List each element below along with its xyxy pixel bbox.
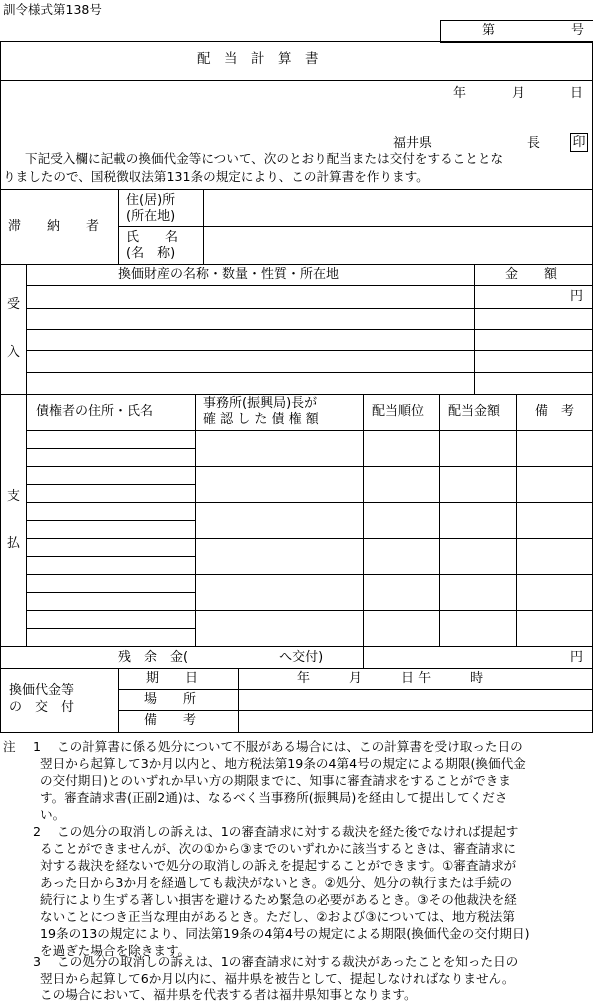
payment-side-2: 払 <box>7 536 21 551</box>
address-label-2: (所在地) <box>126 209 176 224</box>
note-3-number: 3 <box>33 954 42 969</box>
delivery-remarks-label: 備 考 <box>144 713 197 728</box>
col-confirmed-2: 確 認 し た 債 権 額 <box>203 412 319 427</box>
note-2-line-1: この処分の取消しの訴えは、1の審査請求に対する裁決を経た後でなければ提起す <box>57 824 519 839</box>
delivery-date-label: 期 日 <box>146 671 199 686</box>
col-amount: 金 額 <box>505 267 558 282</box>
col-property: 換価財産の名称・数量・性質・所在地 <box>118 267 340 282</box>
note-2-line-7: 19条の13の規定により、同法第19条の4第4号の規定による期限(換価代金の交付期日) <box>40 926 530 941</box>
note-2-line-2: ることができませんが、次の①から③までのいずれかに該当するときは、審査請求に <box>40 841 516 856</box>
note-1-number: 1 <box>33 739 42 754</box>
remainder-yen: 円 <box>570 650 584 665</box>
note-2-number: 2 <box>33 824 42 839</box>
note-3-line-1: この処分の取消しの訴えは、1の審査請求に対する裁決があったことを知った日の <box>57 954 519 969</box>
intro-line-1: 下記受入欄に記載の換価代金等について、次のとおり配当または交付をすることとな <box>25 151 504 166</box>
delivery-label-1: 換価代金等 <box>9 683 75 698</box>
note-2-line-5: 続行により生ずる著しい損害を避けるため緊急の必要があるとき。③その他裁決を経 <box>40 892 517 907</box>
payment-side-1: 支 <box>7 489 21 504</box>
issuer-chief: 長 <box>527 136 541 151</box>
col-remarks: 備 考 <box>535 404 575 419</box>
name-label-2: (名 称) <box>126 246 176 261</box>
delivery-place-label: 場 所 <box>144 692 197 707</box>
note-2-line-3: 対する裁決を経ないで処分の取消しの訴えを提起することができます。①審査請求が <box>40 858 517 873</box>
notes-prefix: 注 <box>3 739 16 754</box>
number-dai: 第 <box>482 23 496 38</box>
col-confirmed-1: 事務所(振興局)長が <box>203 396 318 411</box>
note-3-line-2: 翌日から起算して6か月以内に、福井県を被告として、提起しなければなりません。 <box>40 971 515 986</box>
remainder-label: 残 余 金( へ交付) <box>118 650 324 665</box>
note-1-line-1: この計算書に係る処分について不服がある場合には、この計算書を受け取った日の <box>57 739 523 754</box>
date-day: 日 <box>570 86 584 101</box>
note-1-line-2: 翌日から起算して3か月以内と、地方税法第19条の4第4号の規定による期限(換価代金 <box>40 756 526 771</box>
col-order: 配当順位 <box>372 404 425 419</box>
note-3-line-3: この場合において、福井県を代表する者は福井県知事となります。 <box>40 987 417 1002</box>
col-creditor: 債権者の住所・氏名 <box>36 404 154 419</box>
receipt-side-1: 受 <box>7 297 21 312</box>
note-1-line-4: す。審査請求書(正副2通)は、なるべく当事務所(振興局)を経由して提出してくださ <box>40 790 508 805</box>
note-2-line-8: を過ぎた場合を除きます。 <box>40 943 191 958</box>
date-year: 年 <box>453 86 467 101</box>
delivery-label-2: の 交 付 <box>9 700 75 715</box>
note-1-line-3: の交付期日)とのいずれか早い方の期限までに、知事に審査請求をすることができま <box>40 773 511 788</box>
note-1-line-5: い。 <box>40 807 66 822</box>
note-2-line-4: あった日から3か月を経過しても裁決がないとき。②処分、処分の執行または手続の <box>40 875 513 890</box>
seal-mark: 印 <box>570 133 588 152</box>
form-label: 訓令様式第138号 <box>3 2 102 17</box>
document-title: 配 当 計 算 書 <box>197 51 319 67</box>
date-month: 月 <box>512 86 526 101</box>
intro-line-2: りましたので、国税徴収法第131条の規定により、この計算書を作ります。 <box>3 169 429 184</box>
address-label-1: 住(居)所 <box>126 193 176 208</box>
delinquent-label: 滞 納 者 <box>8 219 100 234</box>
receipt-yen: 円 <box>570 289 584 304</box>
number-go: 号 <box>571 23 585 38</box>
col-dividend: 配当金額 <box>448 404 501 419</box>
name-label-1: 氏 名 <box>126 230 179 245</box>
delivery-date-value: 年 月 日 午 時 <box>297 671 484 686</box>
issuer-prefecture: 福井県 <box>393 136 433 151</box>
receipt-side-2: 入 <box>7 345 21 360</box>
note-2-line-6: ないことにつき正当な理由があるとき。ただし、②および③については、地方税法第 <box>40 909 515 924</box>
